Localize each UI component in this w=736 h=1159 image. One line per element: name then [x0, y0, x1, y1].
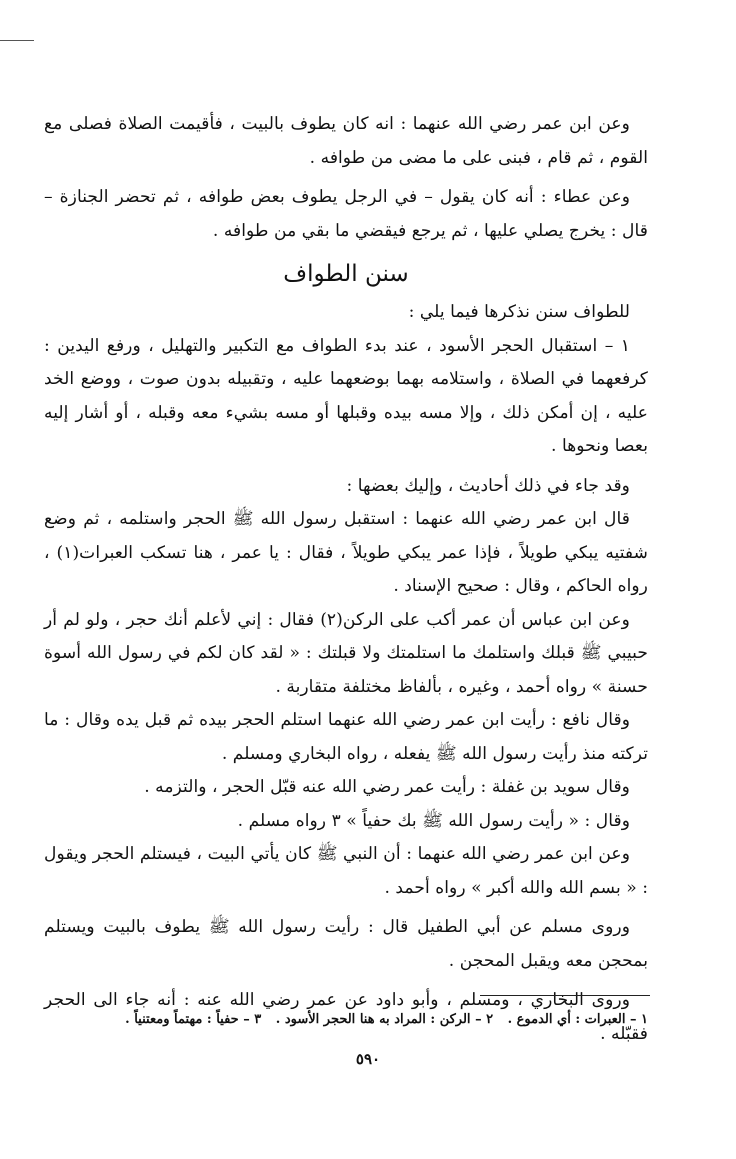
paragraph: وقد جاء في ذلك أحاديث ، وإليك بعضها :: [346, 475, 630, 496]
paragraph: ١ – استقبال الحجر الأسود ، عند بدء الطواف مع التكبير والتهليل ، ورفع اليدين : كرفعهما في الصلاة ، واستلامه بهما بوضعهما عليه ، وتقبيله بدون صوت ، ووضع الخد عليه ، إن أمكن ذلك ، وإلا مسه بيده وقبلها أو مسه بشيء معه وقبله ، أو أشار إليه بعصا ونحوها .: [44, 335, 648, 456]
paragraph: وعن ابن عمر رضي الله عنهما : أن النبي ﷺ كان يأتي البيت ، فيستلم الحجر ويقول : « بسم الله والله أكبر » رواه أحمد .: [44, 844, 648, 898]
footnotes: [44, 1008, 648, 1032]
page-number: ٥٩٠: [355, 1050, 381, 1068]
scan-edge-line: [0, 40, 34, 41]
footnote-item: ١ – العبرات : أي الدموع .: [507, 1012, 648, 1027]
paragraph: وقال سويد بن غفلة : رأيت عمر رضي الله عنه قبّل الحجر ، والتزمه .: [144, 777, 630, 797]
paragraph: وعن عطاء : أنه كان يقول – في الرجل يطوف بعض طوافه ، ثم تحضر الجنازة – قال : يخرج يصلي عليها ، ثم يرجع فيقضي ما بقي من طوافه .: [44, 187, 648, 241]
paragraph: وقال : « رأيت رسول الله ﷺ بك حفياً » ٣ رواه مسلم .: [237, 810, 630, 831]
paragraph: وروى البخاري ، ومسلم ، وأبو داود عن عمر رضي الله عنه : أنه جاء الى الحجر فقبّله .: [44, 990, 648, 1044]
paragraph: وقال نافع : رأيت ابن عمر رضي الله عنهما استلم الحجر بيده ثم قبل يده وقال : ما تركته منذ رأيت رسول الله ﷺ يفعله ، رواه البخاري ومسلم .: [44, 710, 648, 764]
paragraph: للطواف سنن نذكرها فيما يلي :: [408, 302, 630, 322]
footnote-item: ٢ – الركن : المراد به هنا الحجر الأسود .: [275, 1012, 494, 1027]
footnote-item: ٣ – حفياً : مهتماً ومعتنياً .: [125, 1012, 262, 1027]
section-title: سنن الطواف: [283, 261, 409, 287]
body-text: [44, 108, 648, 1051]
paragraph: وعن ابن عباس أن عمر أكب على الركن(٢) فقال : إني لأعلم أنك حجر ، ولو لم أر حبيبي ﷺ قبلك واستلمك ما استلمتك ولا قبلتك : « لقد كان لكم في رسول الله أسوة حسنة » رواه أحمد ، وغيره ، بألفاظ مختلفة متقاربة .: [44, 609, 648, 697]
paragraph: وعن ابن عمر رضي الله عنهما : انه كان يطوف بالبيت ، فأقيمت الصلاة فصلى مع القوم ، ثم قام ، فبنى على ما مضى من طوافه .: [44, 114, 648, 168]
paragraph: قال ابن عمر رضي الله عنهما : استقبل رسول الله ﷺ الحجر واستلمه ، ثم وضع شفتيه يبكي طويلاً ، فإذا عمر يبكي طويلاً ، فقال : يا عمر ، هنا تسكب العبرات(١) ، رواه الحاكم ، وقال : صحيح الإسناد .: [44, 509, 648, 596]
paragraph: وروى مسلم عن أبي الطفيل قال : رأيت رسول الله ﷺ يطوف بالبيت ويستلم بمحجن معه ويقبل المحجن .: [44, 917, 648, 971]
footnote-separator: [480, 995, 650, 996]
